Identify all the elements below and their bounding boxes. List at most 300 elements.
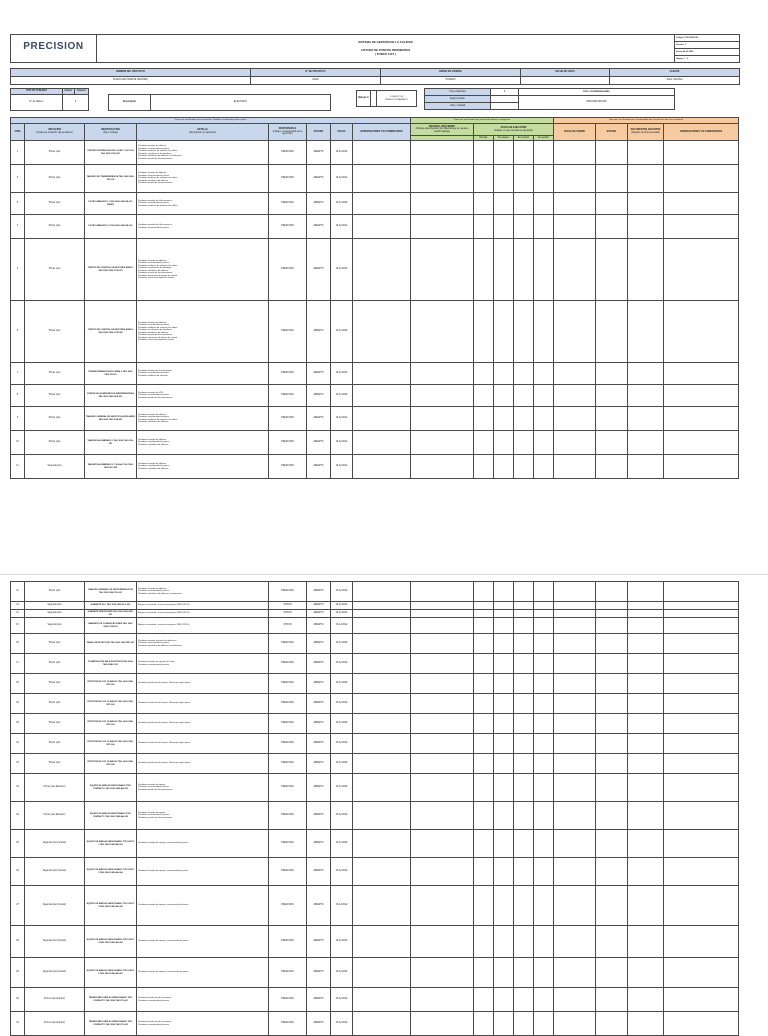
revision-cell[interactable] [514,602,534,610]
documents-cell[interactable] [628,602,664,610]
close-date-cell[interactable] [554,858,596,886]
documents-cell[interactable] [628,363,664,385]
revision-cell[interactable] [514,694,534,714]
material-cell[interactable] [411,754,474,774]
revision-cell[interactable] [514,610,534,618]
revision-cell[interactable] [514,926,534,958]
final-observations-cell[interactable] [664,193,739,215]
close-status-cell[interactable] [596,165,628,193]
final-observations-cell[interactable] [664,165,739,193]
documents-cell[interactable] [628,610,664,618]
espera-cell[interactable] [494,858,514,886]
final-observations-cell[interactable] [664,654,739,674]
material-cell[interactable] [411,301,474,363]
montaje-cell[interactable] [474,802,494,830]
close-status-cell[interactable] [596,301,628,363]
revision-cell[interactable] [514,674,534,694]
espera-cell[interactable] [494,774,514,802]
revision-cell[interactable] [514,141,534,165]
observations-cell[interactable] [353,734,411,754]
espera-cell[interactable] [494,754,514,774]
material-cell[interactable] [411,802,474,830]
observations-cell[interactable] [353,582,411,602]
observations-cell[interactable] [353,714,411,734]
gestion-cell[interactable] [534,193,554,215]
final-observations-cell[interactable] [664,926,739,958]
final-observations-cell[interactable] [664,734,739,754]
espera-cell[interactable] [494,926,514,958]
material-cell[interactable] [411,858,474,886]
montaje-cell[interactable] [474,988,494,1012]
observations-cell[interactable] [353,694,411,714]
gestion-cell[interactable] [534,774,554,802]
material-cell[interactable] [411,714,474,734]
close-status-cell[interactable] [596,674,628,694]
espera-cell[interactable] [494,734,514,754]
gestion-cell[interactable] [534,407,554,431]
montaje-cell[interactable] [474,301,494,363]
espera-cell[interactable] [494,385,514,407]
espera-cell[interactable] [494,407,514,431]
final-observations-cell[interactable] [664,618,739,634]
gestion-cell[interactable] [534,141,554,165]
documents-cell[interactable] [628,239,664,301]
espera-cell[interactable] [494,301,514,363]
documents-cell[interactable] [628,455,664,479]
gestion-cell[interactable] [534,385,554,407]
espera-cell[interactable] [494,215,514,239]
espera-cell[interactable] [494,654,514,674]
close-status-cell[interactable] [596,858,628,886]
observations-cell[interactable] [353,988,411,1012]
close-status-cell[interactable] [596,926,628,958]
observations-cell[interactable] [353,802,411,830]
espera-cell[interactable] [494,582,514,602]
documents-cell[interactable] [628,858,664,886]
documents-cell[interactable] [628,802,664,830]
observations-cell[interactable] [353,455,411,479]
montaje-cell[interactable] [474,634,494,654]
material-cell[interactable] [411,988,474,1012]
close-date-cell[interactable] [554,634,596,654]
montaje-cell[interactable] [474,618,494,634]
close-date-cell[interactable] [554,886,596,926]
final-observations-cell[interactable] [664,215,739,239]
documents-cell[interactable] [628,958,664,988]
material-cell[interactable] [411,193,474,215]
close-status-cell[interactable] [596,830,628,858]
montaje-cell[interactable] [474,886,494,926]
gestion-cell[interactable] [534,830,554,858]
revision-cell[interactable] [514,618,534,634]
observations-cell[interactable] [353,958,411,988]
material-cell[interactable] [411,694,474,714]
close-date-cell[interactable] [554,455,596,479]
montaje-cell[interactable] [474,754,494,774]
gestion-cell[interactable] [534,694,554,714]
documents-cell[interactable] [628,407,664,431]
close-date-cell[interactable] [554,301,596,363]
material-cell[interactable] [411,774,474,802]
close-status-cell[interactable] [596,754,628,774]
material-cell[interactable] [411,618,474,634]
final-observations-cell[interactable] [664,988,739,1012]
close-date-cell[interactable] [554,958,596,988]
close-date-cell[interactable] [554,774,596,802]
revision-cell[interactable] [514,654,534,674]
montaje-cell[interactable] [474,714,494,734]
observations-cell[interactable] [353,407,411,431]
observations-cell[interactable] [353,830,411,858]
espera-cell[interactable] [494,830,514,858]
close-status-cell[interactable] [596,455,628,479]
documents-cell[interactable] [628,582,664,602]
final-observations-cell[interactable] [664,774,739,802]
montaje-cell[interactable] [474,363,494,385]
espera-cell[interactable] [494,618,514,634]
gestion-cell[interactable] [534,582,554,602]
observations-cell[interactable] [353,886,411,926]
close-status-cell[interactable] [596,774,628,802]
montaje-cell[interactable] [474,165,494,193]
espera-cell[interactable] [494,988,514,1012]
revision-cell[interactable] [514,988,534,1012]
montaje-cell[interactable] [474,582,494,602]
observations-cell[interactable] [353,674,411,694]
gestion-cell[interactable] [534,610,554,618]
close-date-cell[interactable] [554,141,596,165]
documents-cell[interactable] [628,926,664,958]
close-date-cell[interactable] [554,431,596,455]
revision-cell[interactable] [514,802,534,830]
close-status-cell[interactable] [596,141,628,165]
close-status-cell[interactable] [596,602,628,610]
final-observations-cell[interactable] [664,582,739,602]
final-observations-cell[interactable] [664,714,739,734]
gestion-cell[interactable] [534,654,554,674]
gestion-cell[interactable] [534,988,554,1012]
revision-cell[interactable] [514,958,534,988]
material-cell[interactable] [411,141,474,165]
material-cell[interactable] [411,215,474,239]
close-date-cell[interactable] [554,754,596,774]
close-status-cell[interactable] [596,582,628,602]
final-observations-cell[interactable] [664,754,739,774]
close-status-cell[interactable] [596,714,628,734]
close-status-cell[interactable] [596,654,628,674]
revision-cell[interactable] [514,734,534,754]
revision-cell[interactable] [514,634,534,654]
close-date-cell[interactable] [554,165,596,193]
montaje-cell[interactable] [474,215,494,239]
revision-cell[interactable] [514,165,534,193]
espera-cell[interactable] [494,610,514,618]
material-cell[interactable] [411,165,474,193]
montaje-cell[interactable] [474,926,494,958]
espera-cell[interactable] [494,694,514,714]
material-cell[interactable] [411,674,474,694]
close-status-cell[interactable] [596,431,628,455]
espera-cell[interactable] [494,602,514,610]
espera-cell[interactable] [494,634,514,654]
material-cell[interactable] [411,654,474,674]
close-status-cell[interactable] [596,363,628,385]
close-date-cell[interactable] [554,610,596,618]
observations-cell[interactable] [353,239,411,301]
close-status-cell[interactable] [596,215,628,239]
documents-cell[interactable] [628,754,664,774]
material-cell[interactable] [411,385,474,407]
espera-cell[interactable] [494,674,514,694]
gestion-cell[interactable] [534,431,554,455]
observations-cell[interactable] [353,754,411,774]
final-observations-cell[interactable] [664,431,739,455]
documents-cell[interactable] [628,385,664,407]
documents-cell[interactable] [628,431,664,455]
revision-cell[interactable] [514,385,534,407]
final-observations-cell[interactable] [664,610,739,618]
espera-cell[interactable] [494,455,514,479]
close-status-cell[interactable] [596,239,628,301]
observations-cell[interactable] [353,385,411,407]
final-observations-cell[interactable] [664,455,739,479]
espera-cell[interactable] [494,165,514,193]
montaje-cell[interactable] [474,734,494,754]
observations-cell[interactable] [353,610,411,618]
final-observations-cell[interactable] [664,602,739,610]
final-observations-cell[interactable] [664,239,739,301]
final-observations-cell[interactable] [664,958,739,988]
final-observations-cell[interactable] [664,858,739,886]
espera-cell[interactable] [494,363,514,385]
close-status-cell[interactable] [596,610,628,618]
material-cell[interactable] [411,431,474,455]
espera-cell[interactable] [494,193,514,215]
material-cell[interactable] [411,455,474,479]
close-date-cell[interactable] [554,602,596,610]
final-observations-cell[interactable] [664,802,739,830]
documents-cell[interactable] [628,988,664,1012]
documents-cell[interactable] [628,734,664,754]
close-date-cell[interactable] [554,193,596,215]
close-status-cell[interactable] [596,193,628,215]
espera-cell[interactable] [494,141,514,165]
observations-cell[interactable] [353,774,411,802]
documents-cell[interactable] [628,141,664,165]
gestion-cell[interactable] [534,858,554,886]
montaje-cell[interactable] [474,407,494,431]
revision-cell[interactable] [514,774,534,802]
montaje-cell[interactable] [474,431,494,455]
final-observations-cell[interactable] [664,141,739,165]
close-status-cell[interactable] [596,385,628,407]
close-date-cell[interactable] [554,988,596,1012]
observations-cell[interactable] [353,165,411,193]
close-status-cell[interactable] [596,988,628,1012]
documents-cell[interactable] [628,774,664,802]
observations-cell[interactable] [353,215,411,239]
revision-cell[interactable] [514,582,534,602]
material-cell[interactable] [411,610,474,618]
observations-cell[interactable] [353,858,411,886]
final-observations-cell[interactable] [664,694,739,714]
material-cell[interactable] [411,602,474,610]
montaje-cell[interactable] [474,602,494,610]
close-date-cell[interactable] [554,694,596,714]
close-status-cell[interactable] [596,886,628,926]
observations-cell[interactable] [353,193,411,215]
material-cell[interactable] [411,363,474,385]
montaje-cell[interactable] [474,654,494,674]
material-cell[interactable] [411,830,474,858]
material-cell[interactable] [411,239,474,301]
documents-cell[interactable] [628,301,664,363]
observations-cell[interactable] [353,618,411,634]
revision-cell[interactable] [514,754,534,774]
observations-cell[interactable] [353,654,411,674]
observations-cell[interactable] [353,141,411,165]
montaje-cell[interactable] [474,694,494,714]
documents-cell[interactable] [628,215,664,239]
revision-cell[interactable] [514,714,534,734]
montaje-cell[interactable] [474,774,494,802]
gestion-cell[interactable] [534,618,554,634]
revision-cell[interactable] [514,886,534,926]
montaje-cell[interactable] [474,239,494,301]
documents-cell[interactable] [628,694,664,714]
documents-cell[interactable] [628,165,664,193]
montaje-cell[interactable] [474,610,494,618]
final-observations-cell[interactable] [664,830,739,858]
material-cell[interactable] [411,734,474,754]
final-observations-cell[interactable] [664,674,739,694]
espera-cell[interactable] [494,239,514,301]
material-cell[interactable] [411,958,474,988]
espera-cell[interactable] [494,431,514,455]
close-status-cell[interactable] [596,634,628,654]
montaje-cell[interactable] [474,858,494,886]
revision-cell[interactable] [514,858,534,886]
close-date-cell[interactable] [554,830,596,858]
gestion-cell[interactable] [534,455,554,479]
gestion-cell[interactable] [534,958,554,988]
close-status-cell[interactable] [596,618,628,634]
close-date-cell[interactable] [554,714,596,734]
montaje-cell[interactable] [474,193,494,215]
espera-cell[interactable] [494,802,514,830]
close-date-cell[interactable] [554,385,596,407]
gestion-cell[interactable] [534,714,554,734]
revision-cell[interactable] [514,215,534,239]
close-status-cell[interactable] [596,802,628,830]
gestion-cell[interactable] [534,734,554,754]
revision-cell[interactable] [514,193,534,215]
documents-cell[interactable] [628,674,664,694]
revision-cell[interactable] [514,363,534,385]
espera-cell[interactable] [494,886,514,926]
material-cell[interactable] [411,926,474,958]
close-date-cell[interactable] [554,215,596,239]
documents-cell[interactable] [628,886,664,926]
espera-cell[interactable] [494,714,514,734]
montaje-cell[interactable] [474,385,494,407]
espera-cell[interactable] [494,958,514,988]
gestion-cell[interactable] [534,239,554,301]
close-status-cell[interactable] [596,694,628,714]
final-observations-cell[interactable] [664,886,739,926]
final-observations-cell[interactable] [664,301,739,363]
material-cell[interactable] [411,407,474,431]
revision-cell[interactable] [514,431,534,455]
gestion-cell[interactable] [534,754,554,774]
documents-cell[interactable] [628,634,664,654]
material-cell[interactable] [411,582,474,602]
montaje-cell[interactable] [474,141,494,165]
observations-cell[interactable] [353,926,411,958]
gestion-cell[interactable] [534,165,554,193]
close-date-cell[interactable] [554,802,596,830]
material-cell[interactable] [411,634,474,654]
close-date-cell[interactable] [554,407,596,431]
documents-cell[interactable] [628,618,664,634]
close-date-cell[interactable] [554,674,596,694]
close-date-cell[interactable] [554,926,596,958]
observations-cell[interactable] [353,301,411,363]
gestion-cell[interactable] [534,802,554,830]
close-date-cell[interactable] [554,582,596,602]
final-observations-cell[interactable] [664,407,739,431]
close-status-cell[interactable] [596,407,628,431]
close-status-cell[interactable] [596,958,628,988]
close-status-cell[interactable] [596,734,628,754]
montaje-cell[interactable] [474,830,494,858]
final-observations-cell[interactable] [664,634,739,654]
final-observations-cell[interactable] [664,363,739,385]
revision-cell[interactable] [514,830,534,858]
montaje-cell[interactable] [474,455,494,479]
observations-cell[interactable] [353,363,411,385]
gestion-cell[interactable] [534,674,554,694]
documents-cell[interactable] [628,654,664,674]
close-date-cell[interactable] [554,618,596,634]
documents-cell[interactable] [628,193,664,215]
close-date-cell[interactable] [554,734,596,754]
observations-cell[interactable] [353,634,411,654]
gestion-cell[interactable] [534,215,554,239]
gestion-cell[interactable] [534,886,554,926]
gestion-cell[interactable] [534,926,554,958]
revision-cell[interactable] [514,239,534,301]
close-date-cell[interactable] [554,239,596,301]
revision-cell[interactable] [514,455,534,479]
observations-cell[interactable] [353,431,411,455]
documents-cell[interactable] [628,830,664,858]
gestion-cell[interactable] [534,634,554,654]
gestion-cell[interactable] [534,363,554,385]
final-observations-cell[interactable] [664,385,739,407]
observations-cell[interactable] [353,602,411,610]
close-date-cell[interactable] [554,654,596,674]
material-cell[interactable] [411,886,474,926]
revision-cell[interactable] [514,301,534,363]
gestion-cell[interactable] [534,602,554,610]
documents-cell[interactable] [628,714,664,734]
close-date-cell[interactable] [554,363,596,385]
gestion-cell[interactable] [534,301,554,363]
montaje-cell[interactable] [474,958,494,988]
montaje-cell[interactable] [474,674,494,694]
revision-cell[interactable] [514,407,534,431]
